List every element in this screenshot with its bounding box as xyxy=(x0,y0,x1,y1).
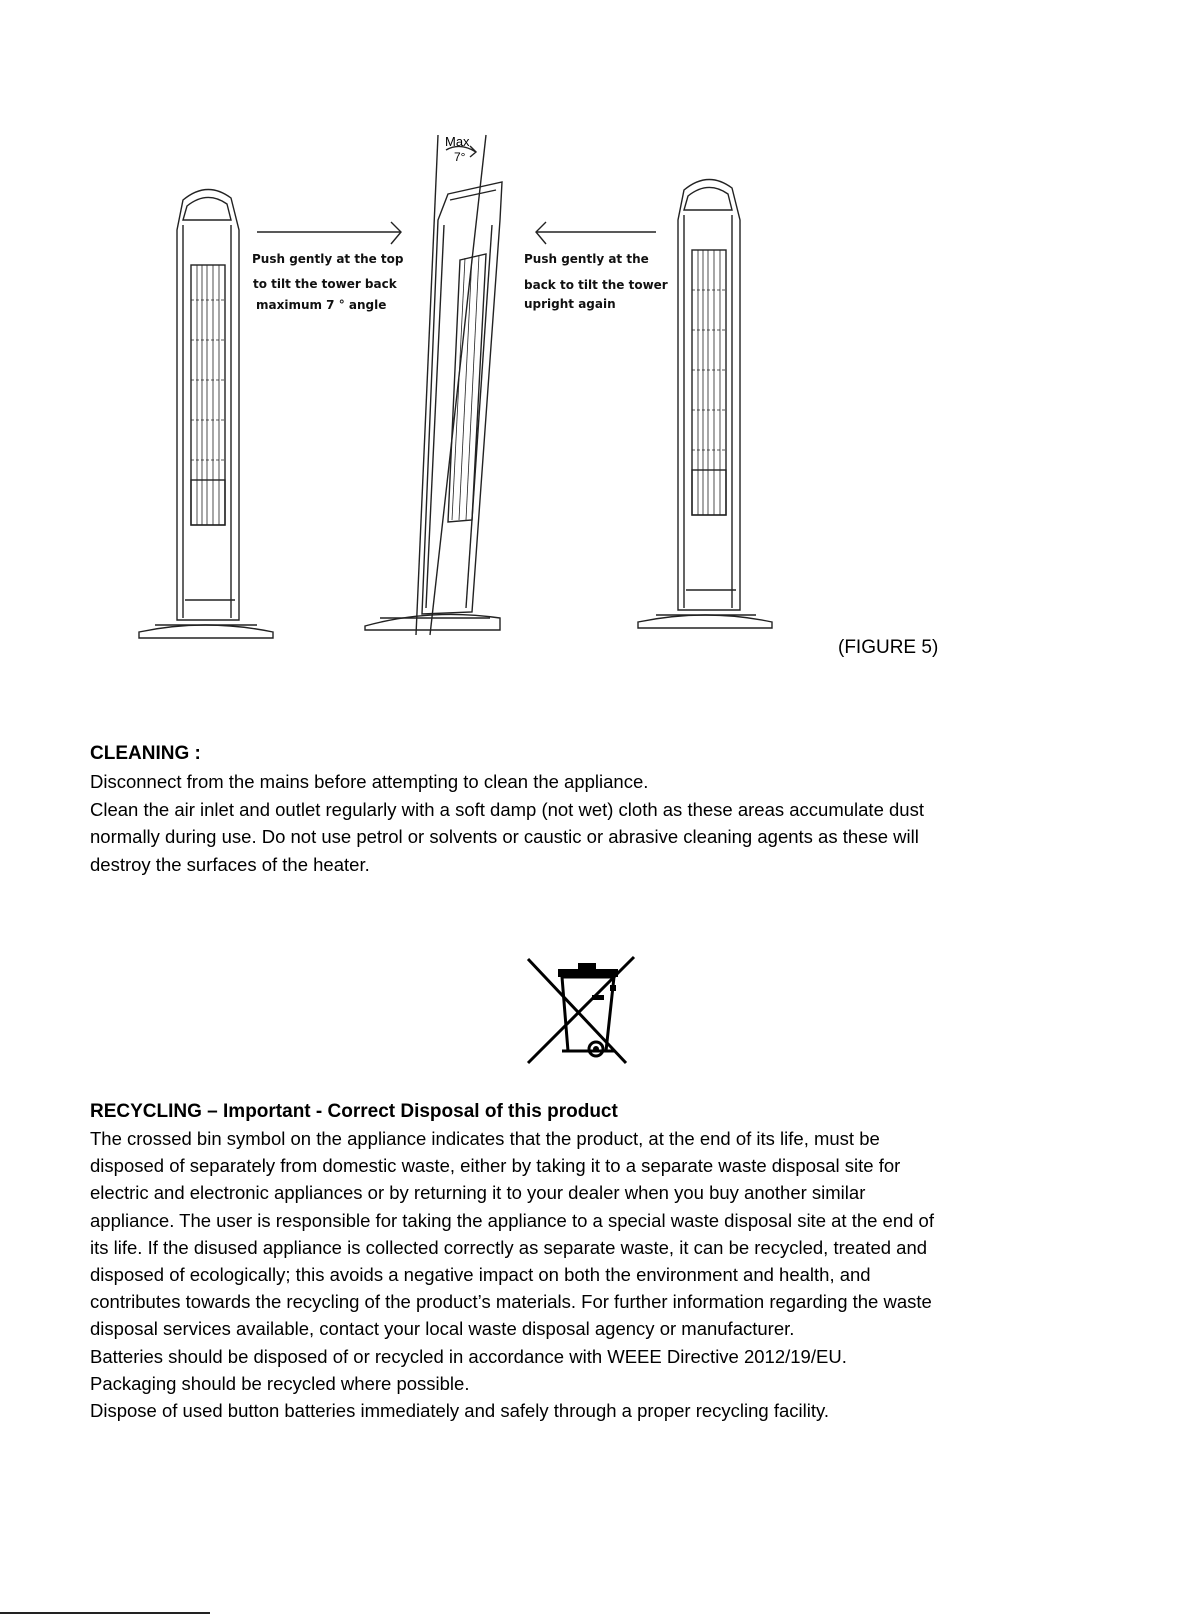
tower-fan-tilted xyxy=(360,130,540,650)
recycling-line: disposed of separately from domestic waste, either by taking it to a separate waste disposal site for xyxy=(90,1155,901,1177)
left-instruction-line-1: Push gently at the top xyxy=(252,252,404,266)
right-instruction-line-1: Push gently at the xyxy=(524,252,649,266)
recycling-line: contributes towards the recycling of the product’s materials. For further information regarding the waste xyxy=(90,1291,932,1313)
recycling-line: Packaging should be recycled where possible. xyxy=(90,1372,470,1394)
recycling-heading: RECYCLING – Important - Correct Disposal of this product xyxy=(90,1101,618,1122)
cleaning-heading: CLEANING : xyxy=(90,743,201,764)
cleaning-paragraph xyxy=(90,768,924,878)
cleaning-line: normally during use. Do not use petrol or solvents or caustic or abrasive cleaning agents as these will xyxy=(90,826,919,847)
recycling-line: appliance. The user is responsible for taking the appliance to a special waste disposal site at the end of xyxy=(90,1209,934,1231)
cleaning-line: destroy the surfaces of the heater. xyxy=(90,853,370,875)
max-label: Max xyxy=(445,134,470,149)
tower-fan-upright-right xyxy=(636,170,786,650)
recycling-line: Batteries should be disposed of or recycled in accordance with WEEE Directive 2012/19/EU. xyxy=(90,1345,847,1367)
recycling-line: disposed of ecologically; this avoids a negative impact on both the environment and health, and xyxy=(90,1263,871,1285)
cleaning-line: Clean the air inlet and outlet regularly with a soft damp (not wet) cloth as these areas accumulate dust xyxy=(90,798,924,820)
recycling-line: electric and electronic appliances or by returning it to your dealer when you buy another similar xyxy=(90,1182,866,1204)
recycling-line: Dispose of used button batteries immediately and safely through a proper recycling facility. xyxy=(90,1399,830,1421)
recycling-paragraph xyxy=(90,1125,934,1424)
left-instruction-line-2: to tilt the tower back xyxy=(253,277,397,291)
recycling-line: disposal services available, contact your local waste disposal agency or manufacturer. xyxy=(90,1318,795,1340)
angle-label: 7° xyxy=(454,150,466,164)
recycling-line: The crossed bin symbol on the appliance indicates that the product, at the end of its life, must be xyxy=(90,1128,880,1149)
crossed-out-wheelie-bin-icon xyxy=(522,955,642,1075)
recycling-line: its life. If the disused appliance is collected correctly as separate waste, it can be recycled, treated and xyxy=(90,1236,928,1258)
right-instruction-line-2: back to tilt the tower xyxy=(524,278,668,292)
cleaning-line: Disconnect from the mains before attempting to clean the appliance. xyxy=(90,771,649,792)
left-instruction-line-3: maximum 7 ° angle xyxy=(256,298,387,312)
right-instruction-line-3: upright again xyxy=(524,297,616,311)
figure-caption: (FIGURE 5) xyxy=(838,637,939,658)
bottom-rule xyxy=(0,1612,210,1614)
